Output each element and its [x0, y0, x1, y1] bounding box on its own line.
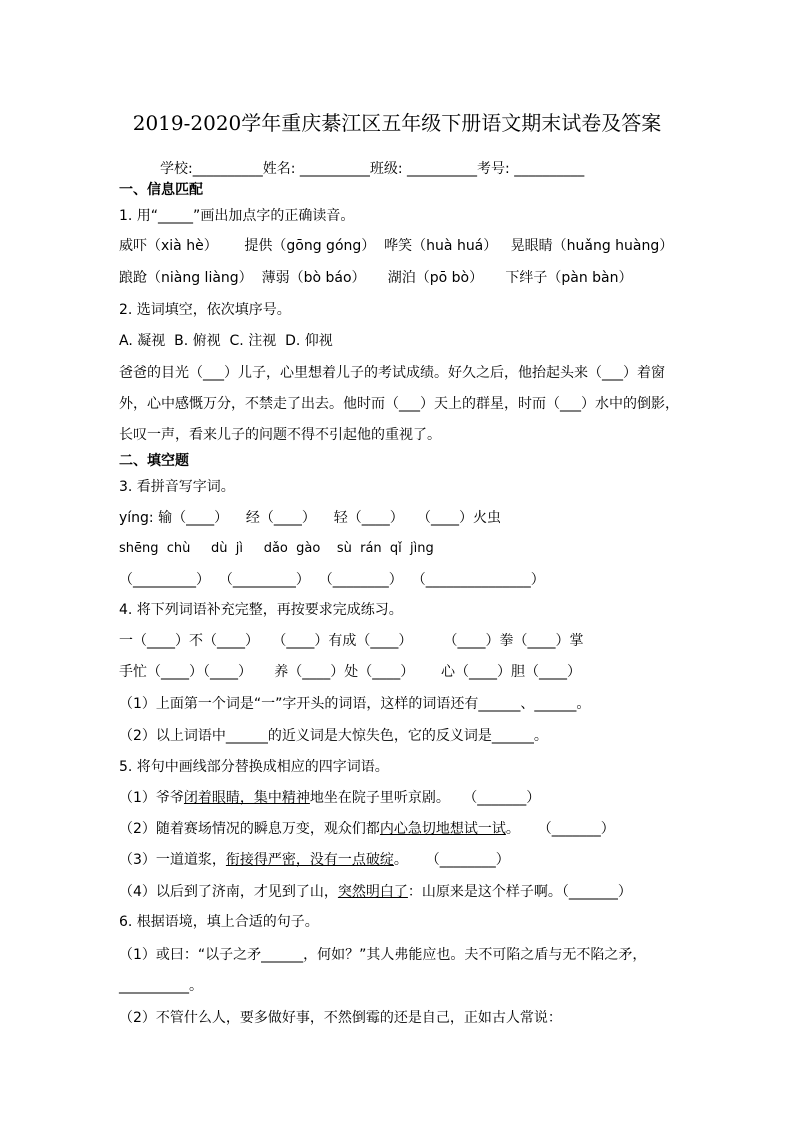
- question-4-row-2: 手忙（____）（____） 养（____）处（____） 心（____）胆（____）: [119, 664, 581, 680]
- question-6-sub-1: （1）或曰：“以子之矛______，何如？”其人弗能应也。夫不可陷之盾与无不陷之矛，: [119, 947, 647, 963]
- item-text: 。 （________）: [393, 852, 510, 868]
- item-text: （2）随着赛场情况的瞬息万变，观众们都: [119, 821, 380, 837]
- question-5-prompt: 5. 将句中画线部分替换成相应的四字词语。: [119, 759, 389, 775]
- section-heading-1: 一、信息匹配: [119, 182, 203, 198]
- question-3-blanks: （_________） （_________） （________） （_______________）: [119, 572, 545, 588]
- student-info-line: 学校:__________姓名: __________班级: __________考号: __________: [160, 161, 585, 177]
- item-text: 。 （_______）: [505, 821, 615, 837]
- item-text: 地坐在院子里听京剧。 （_______）: [309, 790, 541, 806]
- question-2-options: A. 凝视 B. 俯视 C. 注视 D. 仰视: [119, 333, 333, 349]
- question-5-item: [119, 851, 510, 869]
- underlined-phrase: 衔接得严密，没有一点破绽: [225, 852, 394, 868]
- underlined-phrase: 闭着眼睛，集中精神: [183, 790, 310, 806]
- item-text: （3）一道道浆，: [119, 852, 226, 868]
- underlined-phrase: 突然明白了: [337, 884, 408, 900]
- underlined-phrase: 内心急切地想试一试: [379, 821, 506, 837]
- item-text: （4）以后到了济南，才见到了山，: [119, 884, 338, 900]
- question-3-prompt: 3. 看拼音写字词。: [119, 479, 235, 495]
- question-6-sub-2: （2）不管什么人，要多做好事，不然倒霉的还是自己，正如古人常说：: [119, 1010, 562, 1026]
- question-1-row-2: 踉跄（niàng liàng） 薄弱（bò báo） 湖泊（pō bò） 下绊子（pàn bàn）: [119, 270, 633, 286]
- item-text: （1）爷爷: [119, 790, 184, 806]
- question-5-item: [119, 883, 632, 901]
- question-4-sub-1: （1）上面第一个词是“一”字开头的词语，这样的词语还有______、______。: [119, 696, 591, 712]
- question-5-item: [119, 789, 540, 807]
- question-2-paragraph-line: 外，心中感慨万分，不禁走了出去。他时而（___）天上的群星，时而（___）水中的倒影，: [119, 396, 679, 412]
- page-title: 2019-2020学年重庆綦江区五年级下册语文期末试卷及答案: [132, 111, 662, 135]
- section-heading-2: 二、填空题: [119, 453, 189, 469]
- item-text: ：山原来是这个样子啊。（_______）: [407, 884, 632, 900]
- question-1-prompt: 1. 用“_____”画出加点字的正确读音。: [119, 208, 355, 224]
- question-1-row-1: 威吓（xià hè） 提供（gōng góng） 哗笑（huà huá） 晃眼睛（huǎng huàng）: [119, 238, 674, 254]
- question-4-sub-2: （2）以上词语中______的近义词是大惊失色，它的反义词是______。: [119, 728, 548, 744]
- question-3-row-1: yíng: 输（____） 经（____） 轻（____） （____）火虫: [119, 510, 502, 526]
- question-2-paragraph-line: 长叹一声，看来儿子的问题不得不引起他的重视了。: [119, 427, 441, 443]
- question-2-prompt: 2. 选词填空，依次填序号。: [119, 302, 291, 318]
- question-6-prompt: 6. 根据语境，填上合适的句子。: [119, 914, 319, 930]
- question-3-pinyin: shēng chù dù jì dǎo gào sù rán qǐ jìng: [119, 541, 434, 556]
- question-2-paragraph-line: 爸爸的目光（___）儿子，心里想着儿子的考试成绩。好久之后，他抬起头来（___）着窗: [119, 365, 665, 381]
- question-6-sub-1-continued: __________。: [119, 978, 203, 994]
- question-4-prompt: 4. 将下列词语补充完整，再按要求完成练习。: [119, 602, 403, 618]
- question-4-row-1: 一（____）不（____） （____）有成（____） （____）拳（____）掌: [119, 633, 584, 649]
- question-5-item: [119, 820, 615, 838]
